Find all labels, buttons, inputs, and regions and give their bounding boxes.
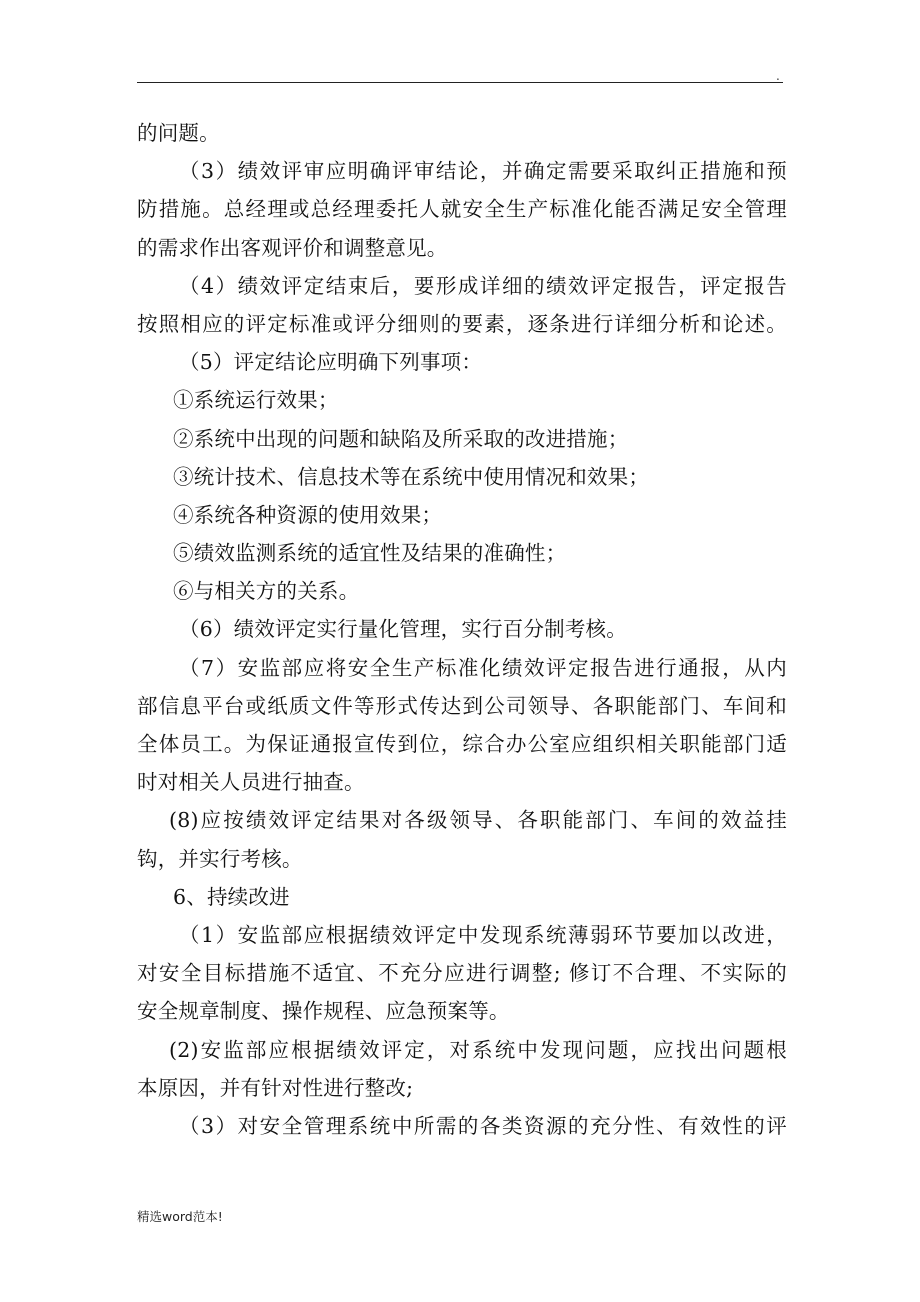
text-line: (2)安监部应根据绩效评定，对系统中发现问题，应找出问题根 <box>169 1037 787 1062</box>
text-line: 钩，并实行考核。 <box>137 846 303 871</box>
list-item: ⑥与相关方的关系。 <box>173 579 360 604</box>
text-line: 对安全目标措施不适宜、不充分应进行调整; 修订不合理、不实际的 <box>137 961 787 986</box>
text-line: （3）绩效评审应明确评审结论，并确定需要采取纠正措施和预 <box>179 159 787 184</box>
list-item: ⑤绩效监测系统的适宜性及结果的准确性； <box>173 541 567 566</box>
text-line: 时对相关人员进行抽查。 <box>137 770 365 795</box>
text-line: （3）对安全管理系统中所需的各类资源的充分性、有效性的评 <box>179 1113 787 1138</box>
text-line: （7）安监部应将安全生产标准化绩效评定报告进行通报，从内 <box>179 655 787 680</box>
page-footer: 精选word范本! <box>137 1209 223 1224</box>
list-item: ①系统运行效果； <box>173 388 339 413</box>
text-line: （1）安监部应根据绩效评定中发现系统薄弱环节要加以改进， <box>179 922 787 947</box>
text-line: 的需求作出客观评价和调整意见。 <box>137 235 448 260</box>
text-line: 本原因，并有针对性进行整改; <box>137 1075 414 1100</box>
document-body <box>137 114 787 1145</box>
text-line: （6）绩效评定实行量化管理，实行百分制考核。 <box>179 617 627 642</box>
list-item: ②系统中出现的问题和缺陷及所采取的改进措施； <box>173 426 629 451</box>
text-line: 安全规章制度、操作规程、应急预案等。 <box>137 999 510 1024</box>
text-line: （4）绩效评定结束后，要形成详细的绩效评定报告，评定报告 <box>179 273 787 298</box>
text-line: 防措施。总经理或总经理委托人就安全生产标准化能否满足安全管理 <box>137 197 787 222</box>
section-heading: 6、持续改进 <box>173 884 290 909</box>
header-dot: . <box>776 69 780 83</box>
header-rule <box>137 82 783 83</box>
text-line: 全体员工。为保证通报宣传到位，综合办公室应组织相关职能部门适 <box>137 732 787 756</box>
text-line: (8)应按绩效评定结果对各级领导、各职能部门、车间的效益挂 <box>169 808 787 833</box>
text-line: （5）评定结论应明确下列事项： <box>179 350 483 375</box>
text-line: 部信息平台或纸质文件等形式传达到公司领导、各职能部门、车间和 <box>137 693 787 718</box>
list-item: ③统计技术、信息技术等在系统中使用情况和效果； <box>173 464 650 489</box>
list-item: ④系统各种资源的使用效果； <box>173 502 443 527</box>
text-line: 的问题。 <box>137 121 220 145</box>
text-line: 按照相应的评定标准或评分细则的要素，逐条进行详细分析和论述。 <box>137 311 787 336</box>
